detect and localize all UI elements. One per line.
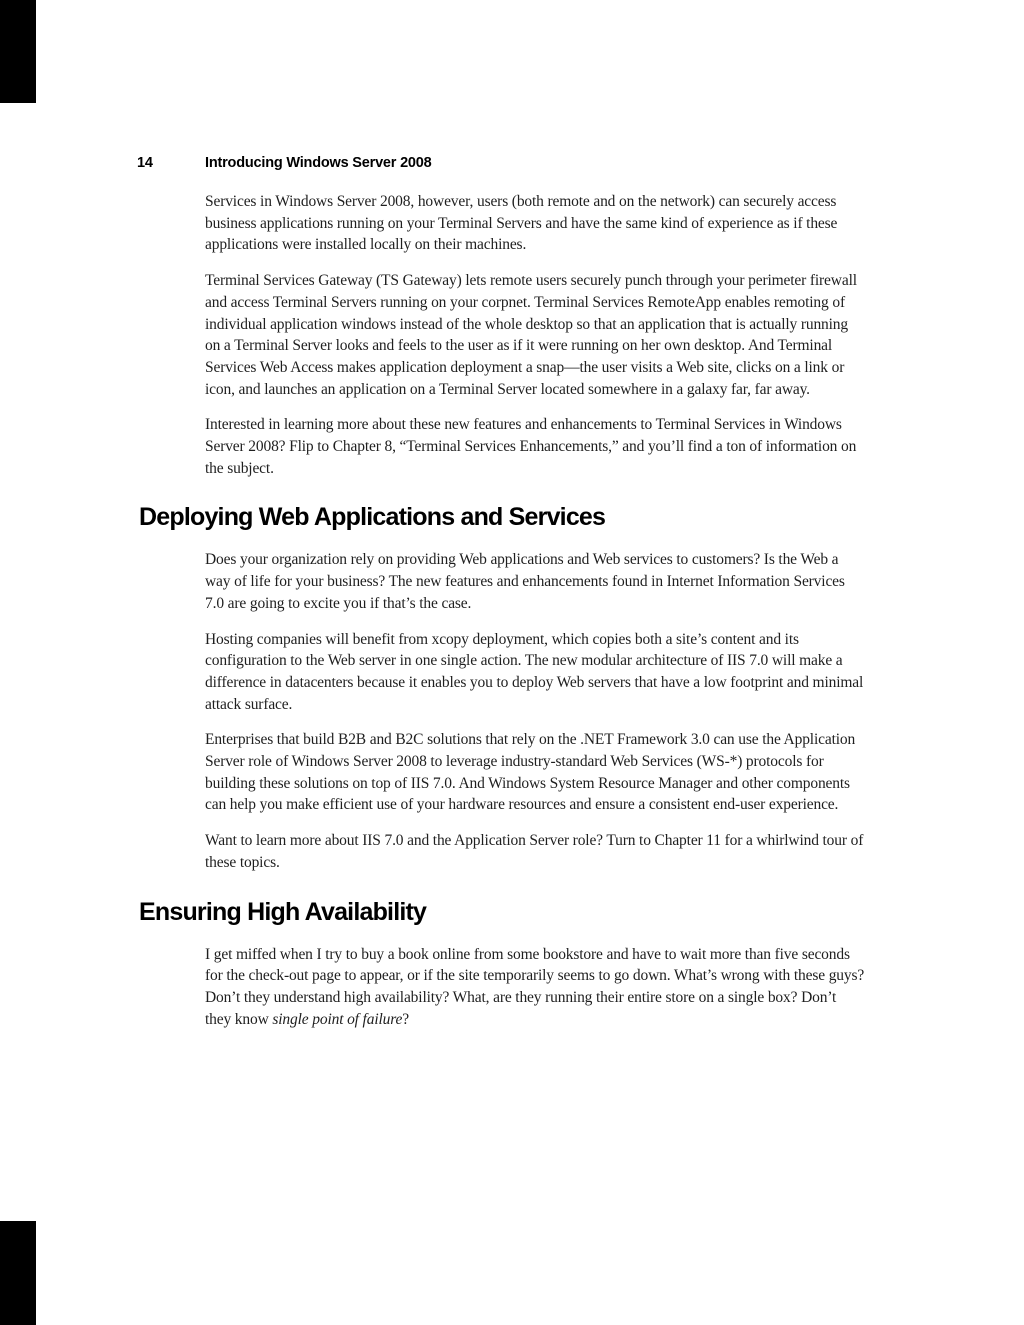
- running-head-title: Introducing Windows Server 2008: [205, 155, 432, 171]
- paragraph-hosting-companies: Hosting companies will benefit from xcopy deployment, which copies both a site’s content and its configuration to the Web server in one single action. The new modular architecture of IIS 7.0 will make a difference in datacenters because it enables you to deploy Web servers that have a low footprint and minimal attack surface.: [205, 630, 864, 713]
- section-heading-high-availability: Ensuring High Availability: [139, 897, 427, 926]
- paragraph-interested: Interested in learning more about these new features and enhancements to Terminal Services in Windows Server 2008? Flip to Chapter 8, “Terminal Services Enhancements,” and you’ll find a ton of information on the subject.: [205, 416, 857, 477]
- paragraph-services: Services in Windows Server 2008, however, users (both remote and on the network) can securely access business applications running on your Terminal Servers and have the same kind of experience as if these applications were installed locally on their machines.: [205, 193, 838, 254]
- chapter-edge-tab-top: [0, 0, 36, 103]
- paragraph-text: I get miffed when I try to buy a book online from some bookstore and have to wait more than five seconds for the check-out page to appear, or if the site temporarily seems to go down. What’s wrong with these guys? Don’t they understand high availability? What, are they running their entire store on a single box? Don’t they know: [205, 945, 865, 1028]
- paragraph-enterprises-b2b: Enterprises that build B2B and B2C solutions that rely on the .NET Framework 3.0 can use the Application Server role of Windows Server 2008 to leverage industry-standard Web Services (WS-*) protocols for building these solutions on top of IIS 7.0. And Windows System Resource Manager and other components can help you make efficient use of your hardware resources and ensure a consistent end-user experience.: [205, 731, 856, 814]
- paragraph-does-your-org: Does your organization rely on providing Web applications and Web services to customers? Is the Web a way of life for your business? The new features and enhancements found in Internet Information Services 7.0 are going to excite you if that’s the case.: [205, 551, 845, 612]
- running-header: [0, 155, 1024, 175]
- paragraph-want-to-learn: Want to learn more about IIS 7.0 and the Application Server role? Turn to Chapter 11 for a whirlwind tour of these topics.: [205, 832, 864, 871]
- paragraph-ts-gateway: Terminal Services Gateway (TS Gateway) lets remote users securely punch through your perimeter firewall and access Terminal Servers running on your corpnet. Terminal Services RemoteApp enables remoting of individual application windows instead of the whole desktop so that an application that is actually running on a Terminal Server looks and feels to the user as if it were running on her own desktop. And Terminal Services Web Access makes application deployment a snap—the user visits a Web site, clicks on a link or icon, and launches an application on a Terminal Server located somewhere in a galaxy far, far away.: [205, 272, 857, 398]
- paragraph-text: ?: [402, 1010, 409, 1028]
- italic-phrase-single-point-of-failure: single point of failure: [272, 1010, 403, 1028]
- chapter-edge-tab-bottom: [0, 1221, 36, 1325]
- page-body: [139, 191, 865, 1044]
- paragraph-i-get-miffed: [205, 944, 865, 1031]
- section-heading-deploying-web: Deploying Web Applications and Services: [139, 503, 606, 532]
- page-number: 14: [137, 155, 153, 171]
